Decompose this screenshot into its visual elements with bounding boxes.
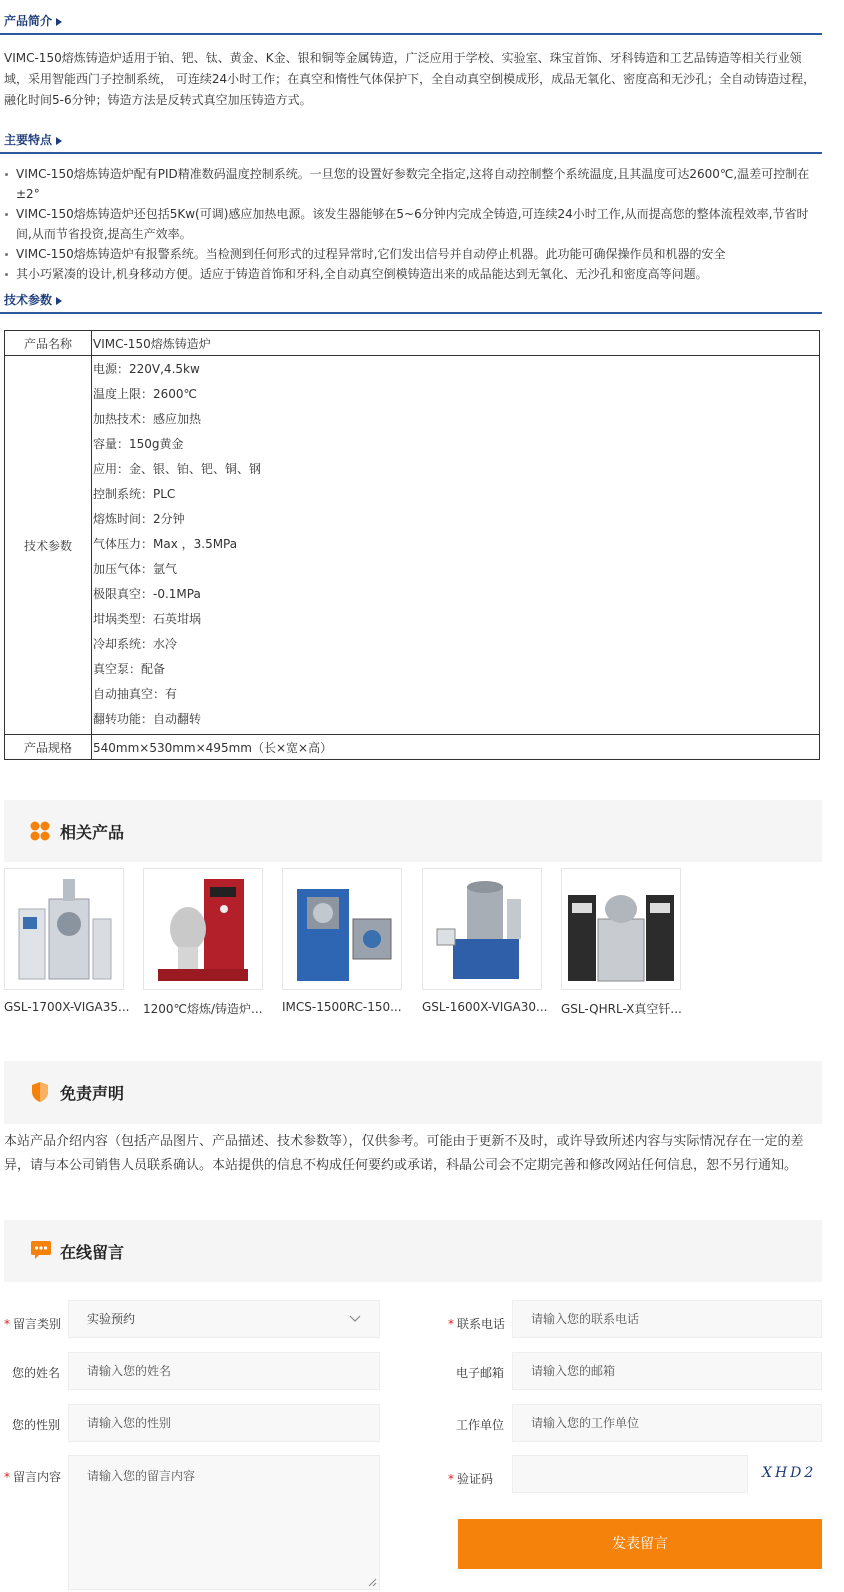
resize-handle-icon[interactable] [367, 1577, 377, 1587]
product-caption[interactable]: 1200℃熔炼/铸造炉... [143, 1002, 263, 1016]
required-mark: * [4, 1470, 10, 1484]
specs-table [4, 330, 820, 760]
email-input[interactable] [512, 1352, 822, 1390]
intro-text: VIMC-150熔炼铸造炉适用于铂、钯、钛、黄金、K金、银和铜等金属铸造，广泛应用于学校、实验室、珠宝首饰、牙科铸造和工艺品铸造等相关行业领域，采用智能西门子控制系统， 可连续24小时工作；在真空和惰性气体保护下，全自动真空倒模成形，成品无氧化、密度高和无沙孔；全自动铸造过程，融化时间5-6分钟；铸造方法是反转式真空加压铸造方式。 [4, 51, 816, 107]
content-textarea[interactable] [68, 1455, 380, 1590]
spec-param: 极限真空：-0.1MPa [93, 587, 201, 601]
captcha-text: XHD2 [762, 1465, 817, 1481]
gender-placeholder: 请输入您的性别 [87, 1416, 172, 1430]
specs-divider [0, 312, 822, 314]
spec-key: 产品名称 [5, 331, 92, 356]
category-select-value: 实验预约 [87, 1312, 136, 1326]
spec-params-cell [92, 356, 820, 735]
spec-param: 真空泵：配备 [93, 662, 166, 676]
related-panel-header [4, 800, 822, 862]
triangle-right-icon [56, 297, 62, 305]
feature-item: VIMC-150熔炼铸造炉还包括5Kw(可调)感应加热电源。该发生器能够在5~6分钟内完成全铸造,可连续24小时工作,从而提高您的整体流程效率,节省时间,从而节省投资,提高生产效率。 [4, 204, 822, 244]
company-placeholder: 请输入您的工作单位 [531, 1416, 640, 1430]
product-thumbnail[interactable] [422, 868, 542, 990]
product-caption[interactable]: GSL-1600X-VIGA30... [422, 1000, 548, 1014]
table-row [5, 735, 820, 760]
spec-param: 加热技术：感应加热 [93, 412, 202, 426]
product-caption[interactable]: GSL-QHRL-X真空钎... [561, 1002, 682, 1016]
product-image [423, 869, 541, 989]
triangle-right-icon [56, 18, 62, 26]
gender-label: 您的性别 [12, 1418, 61, 1432]
features-list [4, 164, 822, 284]
related-product-card[interactable] [282, 868, 402, 1014]
disclaimer-title: 免责声明 [60, 1084, 125, 1103]
company-label: 工作单位 [456, 1418, 505, 1432]
product-thumbnail[interactable] [143, 868, 263, 990]
related-title: 相关产品 [60, 823, 125, 842]
captcha-image[interactable] [762, 1460, 822, 1486]
company-input[interactable] [512, 1404, 822, 1442]
specs-title-text: 技术参数 [4, 293, 53, 307]
phone-placeholder: 请输入您的联系电话 [531, 1312, 640, 1326]
spec-param: 熔炼时间：2分钟 [93, 512, 185, 526]
content-label-text: 留言内容 [13, 1470, 62, 1484]
category-label [4, 1315, 61, 1332]
features-title-text: 主要特点 [4, 133, 53, 147]
message-title: 在线留言 [60, 1243, 125, 1262]
table-row [5, 331, 820, 356]
phone-input[interactable] [512, 1300, 822, 1338]
content-placeholder: 请输入您的留言内容 [87, 1469, 196, 1483]
table-row [5, 356, 820, 735]
message-panel-header [4, 1220, 822, 1282]
phone-label [448, 1315, 505, 1332]
captcha-label-text: 验证码 [457, 1472, 494, 1486]
intro-divider [0, 33, 822, 35]
spec-param: 冷却系统：水冷 [93, 637, 178, 651]
related-product-card[interactable] [561, 868, 681, 1017]
required-mark: * [4, 1317, 10, 1331]
spec-param: 坩埚类型：石英坩埚 [93, 612, 202, 626]
name-placeholder: 请输入您的姓名 [87, 1364, 172, 1378]
spec-value: 540mm×530mm×495mm（长×宽×高） [92, 735, 820, 760]
specs-section-title [4, 291, 62, 308]
spec-key: 产品规格 [5, 735, 92, 760]
name-label: 您的姓名 [12, 1366, 61, 1380]
intro-section-title [4, 12, 62, 29]
triangle-right-icon [56, 137, 62, 145]
spec-param: 容量：150g黄金 [93, 437, 184, 451]
chat-bubble-icon [30, 1240, 52, 1260]
content-label [4, 1468, 61, 1485]
spec-param: 电源：220V,4.5kw [93, 362, 200, 376]
related-product-card[interactable] [4, 868, 130, 1014]
shield-icon [31, 1081, 49, 1103]
features-divider [0, 152, 822, 154]
disclaimer-panel-header [4, 1061, 822, 1124]
spec-param: 气体压力：Max ，3.5MPa [93, 537, 238, 551]
spec-value: VIMC-150熔炼铸造炉 [92, 331, 820, 356]
spec-key: 技术参数 [5, 356, 92, 735]
product-caption[interactable]: GSL-1700X-VIGA35... [4, 1000, 130, 1014]
category-select[interactable] [68, 1300, 380, 1338]
product-caption[interactable]: IMCS-1500RC-150... [282, 1000, 402, 1014]
features-section-title [4, 131, 62, 148]
grid-flower-icon [30, 821, 50, 841]
product-image [144, 869, 262, 989]
related-product-card[interactable] [422, 868, 548, 1014]
spec-param: 温度上限：2600℃ [93, 387, 198, 401]
related-product-card[interactable] [143, 868, 263, 1017]
feature-item: 其小巧紧凑的设计,机身移动方便。适应于铸造首饰和牙科,全自动真空倒模铸造出来的成品能达到无氧化、无沙孔和密度高等问题。 [4, 264, 822, 284]
spec-param: 加压气体：氩气 [93, 562, 178, 576]
required-mark: * [448, 1472, 454, 1486]
submit-button[interactable]: 发表留言 [458, 1519, 822, 1569]
spec-param: 自动抽真空：有 [93, 687, 178, 701]
chevron-down-icon [349, 1315, 361, 1323]
name-input[interactable] [68, 1352, 380, 1390]
email-label: 电子邮箱 [456, 1366, 505, 1380]
spec-param: 应用：金、银、铂、钯、铜、钢 [93, 462, 262, 476]
phone-label-text: 联系电话 [457, 1317, 506, 1331]
spec-param: 翻转功能：自动翻转 [93, 712, 202, 726]
category-label-text: 留言类别 [13, 1317, 62, 1331]
product-image [283, 869, 401, 989]
product-thumbnail[interactable] [561, 868, 681, 990]
gender-input[interactable] [68, 1404, 380, 1442]
email-placeholder: 请输入您的邮箱 [531, 1364, 616, 1378]
required-mark: * [448, 1317, 454, 1331]
product-thumbnail[interactable] [282, 868, 402, 990]
product-image [562, 869, 680, 989]
captcha-input[interactable] [512, 1455, 748, 1493]
intro-title-text: 产品简介 [4, 14, 53, 28]
disclaimer-text: 本站产品介绍内容（包括产品图片、产品描述、技术参数等），仅供参考。可能由于更新不及时，或许导致所述内容与实际情况存在一定的差异，请与本公司销售人员联系确认。本站提供的信息不构成任何要约或承诺，科晶公司会不定期完善和修改网站任何信息，恕不另行通知。 [4, 1134, 804, 1173]
spec-param: 控制系统：PLC [93, 487, 176, 501]
related-products [4, 868, 822, 1028]
feature-item: VIMC-150熔炼铸造炉有报警系统。当检测到任何形式的过程异常时,它们发出信号并自动停止机器。此功能可确保操作员和机器的安全 [4, 244, 822, 264]
product-image [5, 869, 123, 989]
feature-item: VIMC-150熔炼铸造炉配有PID精准数码温度控制系统。一旦您的设置好参数完全指定,这将自动控制整个系统温度,且其温度可达2600℃,温差可控制在±2° [4, 164, 822, 204]
captcha-label [448, 1470, 493, 1487]
product-thumbnail[interactable] [4, 868, 124, 990]
